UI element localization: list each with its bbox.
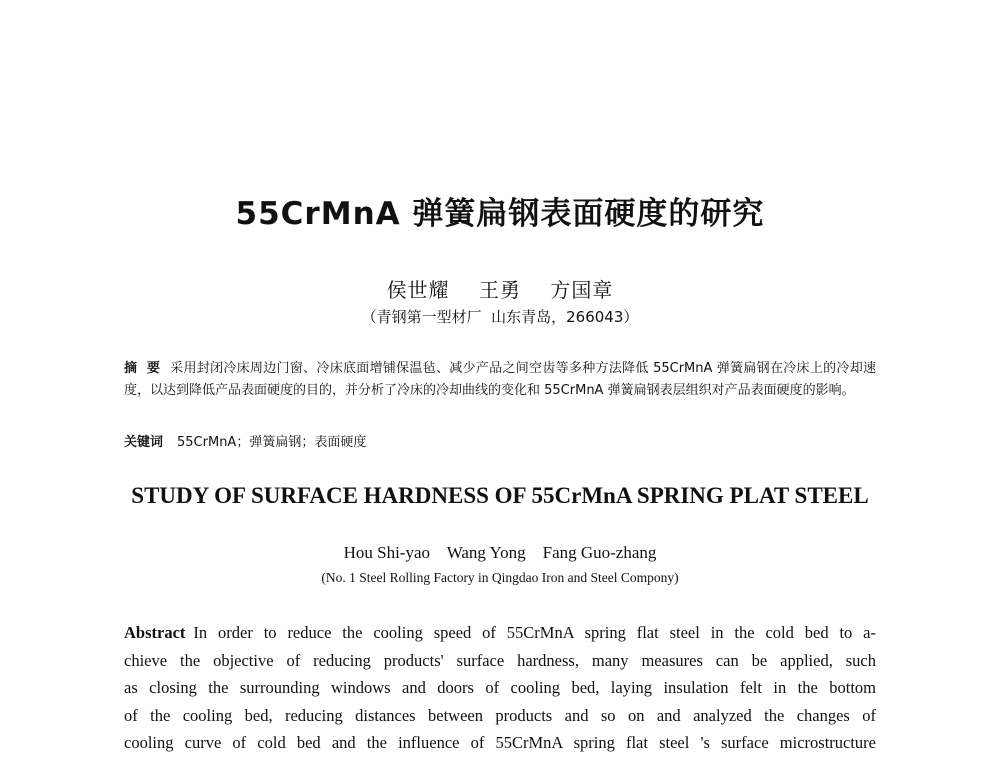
author-list-chinese: 侯世耀 王勇 方国章 (386, 278, 614, 302)
affiliation-english: (No. 1 Steel Rolling Factory in Qingdao Iron and Steel Compony) (321, 570, 679, 585)
keywords-chinese-label: 关键词 (124, 435, 164, 450)
abstract-english-label: Abstract (124, 623, 186, 642)
abstract-english-line: of the cooling bed, reducing distances between products and so on and analyzed the changes of (124, 705, 876, 725)
abstract-chinese (124, 358, 876, 402)
paper-title-english: STUDY OF SURFACE HARDNESS OF 55CrMnA SPRING PLAT STEEL (131, 483, 869, 508)
abstract-english-line: cooling curve of cold bed and the influence of 55CrMnA spring flat steel 's surface microstructure (124, 733, 876, 752)
abstract-english-line: chieve the objective of reducing products' surface hardness, many measures can be applied, such (124, 650, 876, 670)
abstract-chinese-label: 摘 要 (124, 361, 161, 376)
abstract-english-line (124, 619, 876, 647)
keywords-chinese (124, 432, 876, 454)
abstract-chinese-text: 采用封闭冷床周边门窗、冷床底面增铺保温毡、减少产品之间空齿等多种方法降低 55CrMnA 弹簧扁钢在冷床上的冷却速度，以达到降低产品表面硬度的目的，并分析了冷床的冷却曲线的变化和 55CrMnA 弹簧扁钢表层组织对产品表面硬度的影响。 (124, 361, 876, 398)
affiliation-chinese: （青钢第一型材厂 山东青岛，266043） (361, 308, 639, 326)
abstract-english-text: In order to reduce the cooling speed of 55CrMnA spring flat steel in the cold bed to a- (193, 623, 876, 642)
keywords-chinese-text: 55CrMnA；弹簧扁钢；表面硬度 (177, 435, 367, 450)
author-list-english: Hou Shi-yao Wang Yong Fang Guo-zhang (343, 543, 657, 562)
paper-title-chinese: 55CrMnA 弹簧扁钢表面硬度的研究 (235, 196, 765, 232)
abstract-english (124, 619, 876, 757)
abstract-english-line: as closing the surrounding windows and doors of cooling bed, laying insulation felt in the bottom (124, 678, 876, 697)
